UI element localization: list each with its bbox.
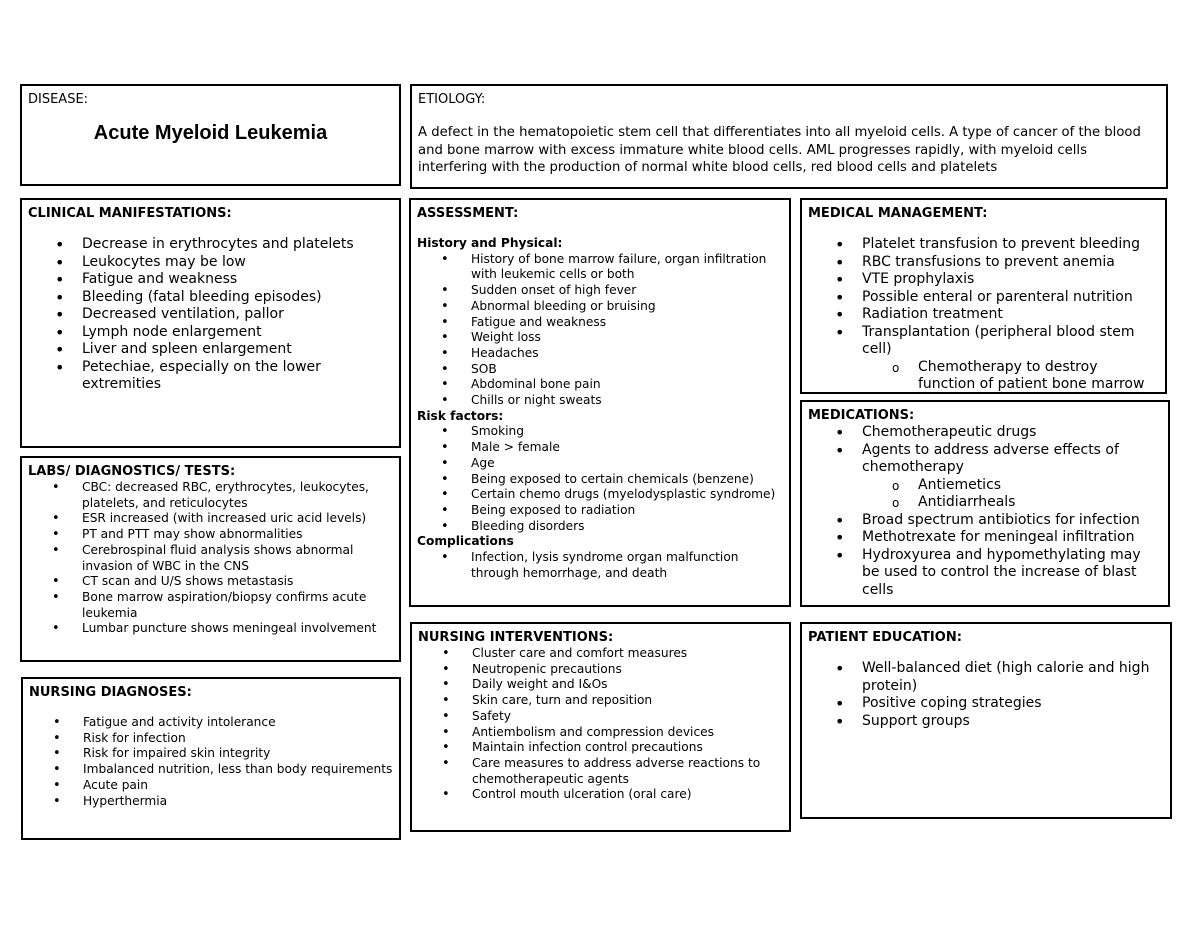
list-item: • Abnormal bleeding or bruising bbox=[417, 299, 783, 315]
list-item: • VTE prophylaxis bbox=[808, 271, 1159, 289]
list-item: • PT and PTT may show abnormalities bbox=[28, 527, 393, 543]
list-item: • Bleeding (fatal bleeding episodes) bbox=[28, 289, 393, 307]
list-item: • Decrease in erythrocytes and platelets bbox=[28, 236, 393, 254]
list-item: • Broad spectrum antibiotics for infection bbox=[808, 512, 1162, 530]
complications-label: Complications bbox=[417, 534, 514, 549]
list-item: o Chemotherapy to destroy function of patient bone marrow bbox=[808, 359, 1159, 394]
list-item: • Bone marrow aspiration/biopsy confirms acute leukemia bbox=[28, 590, 393, 621]
interventions-box bbox=[410, 622, 791, 832]
clinical-label: CLINICAL MANIFESTATIONS: bbox=[28, 206, 232, 221]
list-item: • Antiembolism and compression devices bbox=[418, 725, 783, 741]
list-item: • Safety bbox=[418, 709, 783, 725]
list-item: • Age bbox=[417, 456, 783, 472]
list-item: • Positive coping strategies bbox=[808, 695, 1164, 713]
list-item: • Control mouth ulceration (oral care) bbox=[418, 787, 783, 803]
list-item: • Leukocytes may be low bbox=[28, 254, 393, 272]
list-item: • Abdominal bone pain bbox=[417, 377, 783, 393]
list-item: • Hyperthermia bbox=[29, 794, 393, 810]
list-item: • Headaches bbox=[417, 346, 783, 362]
history-label: History and Physical: bbox=[417, 236, 563, 250]
medications-label: MEDICATIONS: bbox=[808, 408, 915, 423]
risk-list bbox=[417, 424, 783, 534]
list-item: o Antidiarrheals bbox=[808, 494, 1162, 512]
list-item: • Methotrexate for meningeal infiltration bbox=[808, 529, 1162, 547]
etiology-label: ETIOLOGY: bbox=[418, 92, 486, 107]
list-item: • Sudden onset of high fever bbox=[417, 283, 783, 299]
labs-label: LABS/ DIAGNOSTICS/ TESTS: bbox=[28, 464, 236, 479]
list-item: • Fatigue and weakness bbox=[417, 315, 783, 331]
nursing-diagnoses-box bbox=[21, 677, 401, 840]
list-item: • Acute pain bbox=[29, 778, 393, 794]
list-item: • Well-balanced diet (high calorie and high protein) bbox=[808, 660, 1164, 695]
medical-label: MEDICAL MANAGEMENT: bbox=[808, 206, 988, 221]
list-item: • Agents to address adverse effects of chemotherapy bbox=[808, 442, 1162, 477]
list-item: • RBC transfusions to prevent anemia bbox=[808, 254, 1159, 272]
list-item: • Neutropenic precautions bbox=[418, 662, 783, 678]
assessment-label: ASSESSMENT: bbox=[417, 206, 519, 221]
list-item: • Daily weight and I&Os bbox=[418, 677, 783, 693]
list-item: • Platelet transfusion to prevent bleeding bbox=[808, 236, 1159, 254]
list-item: • Decreased ventilation, pallor bbox=[28, 306, 393, 324]
etiology-text: A defect in the hematopoietic stem cell that differentiates into all myeloid cells. A type of cancer of the blood and bone marrow with excess immature white blood cells. AML progresses rapidly, with myeloid cells interfering with the production of normal white blood cells, red blood cells and platelets bbox=[418, 125, 1141, 175]
interventions-label: NURSING INTERVENTIONS: bbox=[418, 630, 614, 645]
list-item: • Lumbar puncture shows meningeal involvement bbox=[28, 621, 393, 637]
disease-label: DISEASE: bbox=[28, 92, 89, 107]
labs-list bbox=[28, 480, 393, 637]
list-item: • Chemotherapeutic drugs bbox=[808, 424, 1162, 442]
list-item: • Skin care, turn and reposition bbox=[418, 693, 783, 709]
list-item: • Transplantation (peripheral blood stem cell) bbox=[808, 324, 1159, 359]
list-item: • ESR increased (with increased uric acid levels) bbox=[28, 511, 393, 527]
list-item: • Possible enteral or parenteral nutrition bbox=[808, 289, 1159, 307]
etiology-box bbox=[410, 84, 1168, 189]
list-item: • Fatigue and weakness bbox=[28, 271, 393, 289]
list-item: • Weight loss bbox=[417, 330, 783, 346]
disease-name: Acute Myeloid Leukemia bbox=[93, 122, 328, 144]
education-box bbox=[800, 622, 1172, 819]
list-item: • Lymph node enlargement bbox=[28, 324, 393, 342]
medical-sublist bbox=[808, 359, 1159, 394]
list-item: • History of bone marrow failure, organ infiltration with leukemic cells or both bbox=[417, 252, 783, 283]
list-item: • Maintain infection control precautions bbox=[418, 740, 783, 756]
list-item: • Chills or night sweats bbox=[417, 393, 783, 409]
list-item: • Being exposed to certain chemicals (benzene) bbox=[417, 472, 783, 488]
medications-list-b bbox=[808, 512, 1162, 600]
medications-box bbox=[800, 400, 1170, 607]
nursing-diagnoses-label: NURSING DIAGNOSES: bbox=[29, 685, 192, 700]
risk-label: Risk factors: bbox=[417, 408, 504, 423]
list-item: • Male > female bbox=[417, 440, 783, 456]
list-item: • Petechiae, especially on the lower extremities bbox=[28, 359, 393, 394]
list-item: • SOB bbox=[417, 362, 783, 378]
education-label: PATIENT EDUCATION: bbox=[808, 630, 962, 645]
list-item: • Risk for impaired skin integrity bbox=[29, 746, 393, 762]
list-item: • CBC: decreased RBC, erythrocytes, leukocytes, platelets, and reticulocytes bbox=[28, 480, 393, 511]
nursing-diagnoses-list bbox=[29, 715, 393, 809]
list-item: • Being exposed to radiation bbox=[417, 503, 783, 519]
medical-box bbox=[800, 198, 1167, 394]
list-item: • Care measures to address adverse reactions to chemotherapeutic agents bbox=[418, 756, 783, 787]
history-list bbox=[417, 252, 783, 409]
clinical-box bbox=[20, 198, 401, 448]
complications-list bbox=[417, 550, 783, 581]
medications-list-a bbox=[808, 424, 1162, 477]
interventions-list bbox=[418, 646, 783, 803]
list-item: • Cluster care and comfort measures bbox=[418, 646, 783, 662]
list-item: • Bleeding disorders bbox=[417, 519, 783, 535]
list-item: • Hydroxyurea and hypomethylating may be used to control the increase of blast cells bbox=[808, 547, 1162, 600]
list-item: • Radiation treatment bbox=[808, 306, 1159, 324]
list-item: • Infection, lysis syndrome organ malfunction through hemorrhage, and death bbox=[417, 550, 783, 581]
medical-list bbox=[808, 236, 1159, 359]
list-item: • Liver and spleen enlargement bbox=[28, 341, 393, 359]
list-item: • Imbalanced nutrition, less than body requirements bbox=[29, 762, 393, 778]
labs-box bbox=[20, 456, 401, 662]
list-item: • Risk for infection bbox=[29, 731, 393, 747]
list-item: • Fatigue and activity intolerance bbox=[29, 715, 393, 731]
medications-sublist bbox=[808, 477, 1162, 512]
list-item: • Smoking bbox=[417, 424, 783, 440]
education-list bbox=[808, 660, 1164, 730]
assessment-box bbox=[409, 198, 791, 607]
list-item: • Support groups bbox=[808, 713, 1164, 731]
list-item: o Antiemetics bbox=[808, 477, 1162, 495]
clinical-list bbox=[28, 236, 393, 394]
list-item: • Certain chemo drugs (myelodysplastic syndrome) bbox=[417, 487, 783, 503]
list-item: • CT scan and U/S shows metastasis bbox=[28, 574, 393, 590]
disease-box bbox=[20, 84, 401, 186]
list-item: • Cerebrospinal fluid analysis shows abnormal invasion of WBC in the CNS bbox=[28, 543, 393, 574]
